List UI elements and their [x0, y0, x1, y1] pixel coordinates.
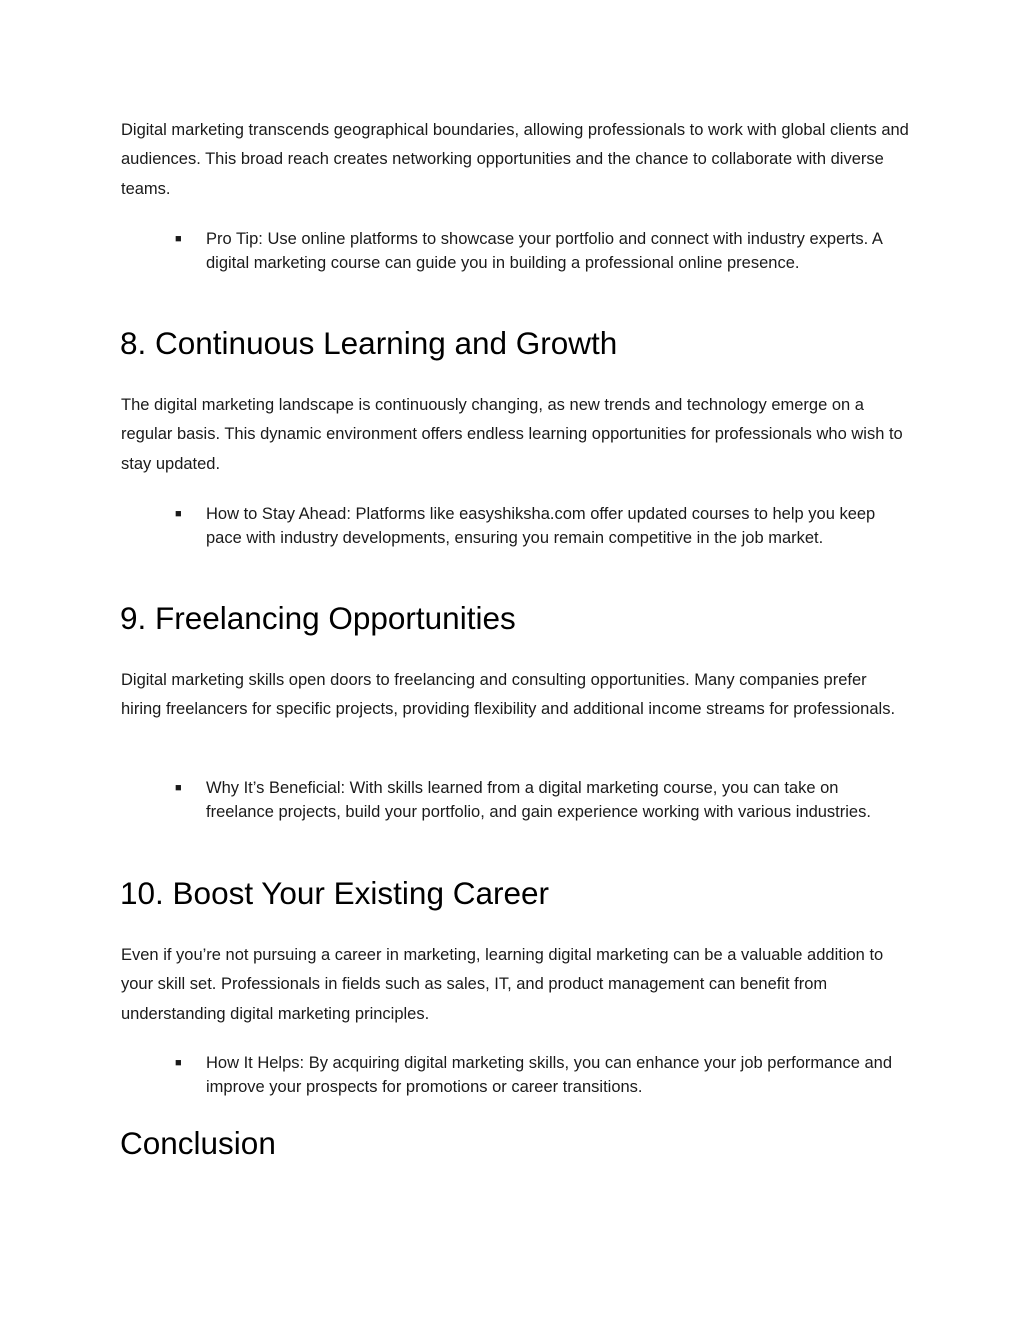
heading-conclusion: Conclusion — [120, 1125, 276, 1161]
bullet-square-icon: ■ — [175, 508, 182, 520]
bullet-pro-tip-text: Pro Tip: Use online platforms to showcase your portfolio and connect with industry experts. A digital marketing course can guide you in building a professional online presence. — [206, 230, 882, 273]
bullet-beneficial-text: Why It’s Beneficial: With skills learned from a digital marketing course, you can take on freelance projects, build your portfolio, and gain experience working with various industries. — [206, 779, 871, 822]
paragraph-freelancing: Digital marketing skills open doors to freelancing and consulting opportunities. Many companies prefer hiring freelancers for specific projects, providing flexibility and additional income streams for professionals. — [121, 671, 896, 719]
bullet-pro-tip — [175, 227, 895, 276]
bullet-beneficial — [175, 776, 895, 825]
heading-freelancing: 9. Freelancing Opportunities — [120, 600, 516, 636]
bullet-stay-ahead-text: How to Stay Ahead: Platforms like easyshiksha.com offer updated courses to help you keep pace with industry developments, ensuring you remain competitive in the job market. — [206, 505, 876, 548]
bullet-square-icon: ■ — [175, 1057, 182, 1069]
heading-continuous-learning: 8. Continuous Learning and Growth — [120, 325, 618, 361]
paragraph-global-reach: Digital marketing transcends geographical boundaries, allowing professionals to work with global clients and audiences. This broad reach creates networking opportunities and the chance to collaborate with diverse teams. — [121, 121, 909, 198]
bullet-stay-ahead — [175, 502, 895, 551]
bullet-square-icon: ■ — [175, 782, 182, 794]
paragraph-boost-career: Even if you’re not pursuing a career in marketing, learning digital marketing can be a valuable addition to your skill set. Professionals in fields such as sales, IT, and product management can benefit from understanding digital marketing principles. — [121, 946, 884, 1023]
bullet-how-it-helps-text: How It Helps: By acquiring digital marketing skills, you can enhance your job performance and improve your prospects for promotions or career transitions. — [206, 1054, 893, 1097]
heading-boost-career: 10. Boost Your Existing Career — [120, 875, 550, 911]
paragraph-continuous-learning: The digital marketing landscape is continuously changing, as new trends and technology emerge on a regular basis. This dynamic environment offers endless learning opportunities for professionals who wish to stay updated. — [121, 396, 903, 473]
bullet-how-it-helps — [175, 1051, 895, 1100]
bullet-square-icon: ■ — [175, 233, 182, 245]
